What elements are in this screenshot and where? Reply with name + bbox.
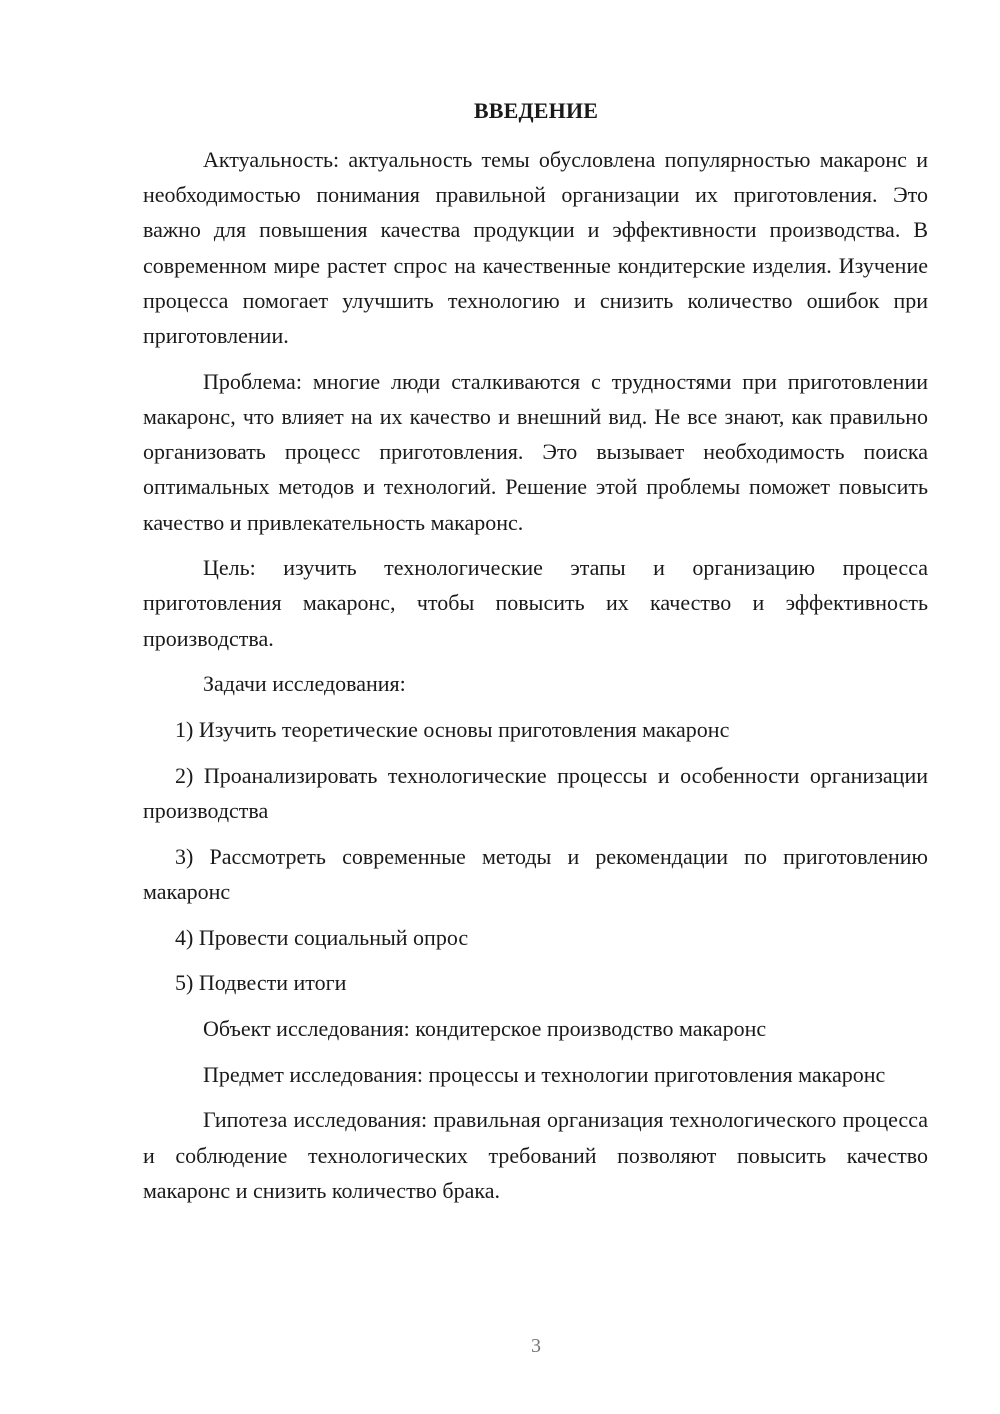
task-item-3: 3) Рассмотреть современные методы и рекомендации по приготовлению макаронс — [143, 843, 928, 904]
paragraph-object: Объект исследования: кондитерское производство макаронс — [203, 1015, 767, 1041]
task-item-5: 5) Подвести итоги — [175, 970, 347, 996]
paragraph-problem: Проблема: многие люди сталкиваются с трудностями при приготовлении макаронс, что влияет на их качество и внешний вид. Не все знают, как правильно организовать процесс приготовления. Это вызывает необходимость поиска оптимальных методов и технологий. Решение этой проблемы поможет повысить качество и привлекательность макаронс. — [143, 368, 928, 535]
paragraph-subject: Предмет исследования: процессы и технологии приготовления макаронс — [203, 1061, 886, 1087]
paragraph-hypothesis: Гипотеза исследования: правильная организация технологического процесса и соблюдение технологических требований позволяют повысить качество макаронс и снизить количество брака. — [143, 1107, 928, 1203]
paragraph-relevance: Актуальность: актуальность темы обусловлена популярностью макаронс и необходимостью понимания правильной организации их приготовления. Это важно для повышения качества продукции и эффективности производства. В современном мире растет спрос на качественные кондитерские изделия. Изучение процесса помогает улучшить технологию и снизить количество ошибок при приготовлении. — [143, 147, 928, 349]
task-item-2: 2) Проанализировать технологические процессы и особенности организации производства — [143, 762, 928, 823]
paragraph-goal: Цель: изучить технологические этапы и организацию процесса приготовления макаронс, чтобы повысить их качество и эффективность производства. — [143, 555, 928, 651]
page-title: ВВЕДЕНИЕ — [473, 98, 599, 123]
document-body — [143, 142, 928, 1218]
paragraph-tasks-heading: Задачи исследования: — [203, 671, 406, 697]
page-number: 3 — [531, 1335, 541, 1357]
task-item-1: 1) Изучить теоретические основы приготовления макаронс — [175, 717, 730, 743]
task-item-4: 4) Провести социальный опрос — [175, 924, 469, 950]
